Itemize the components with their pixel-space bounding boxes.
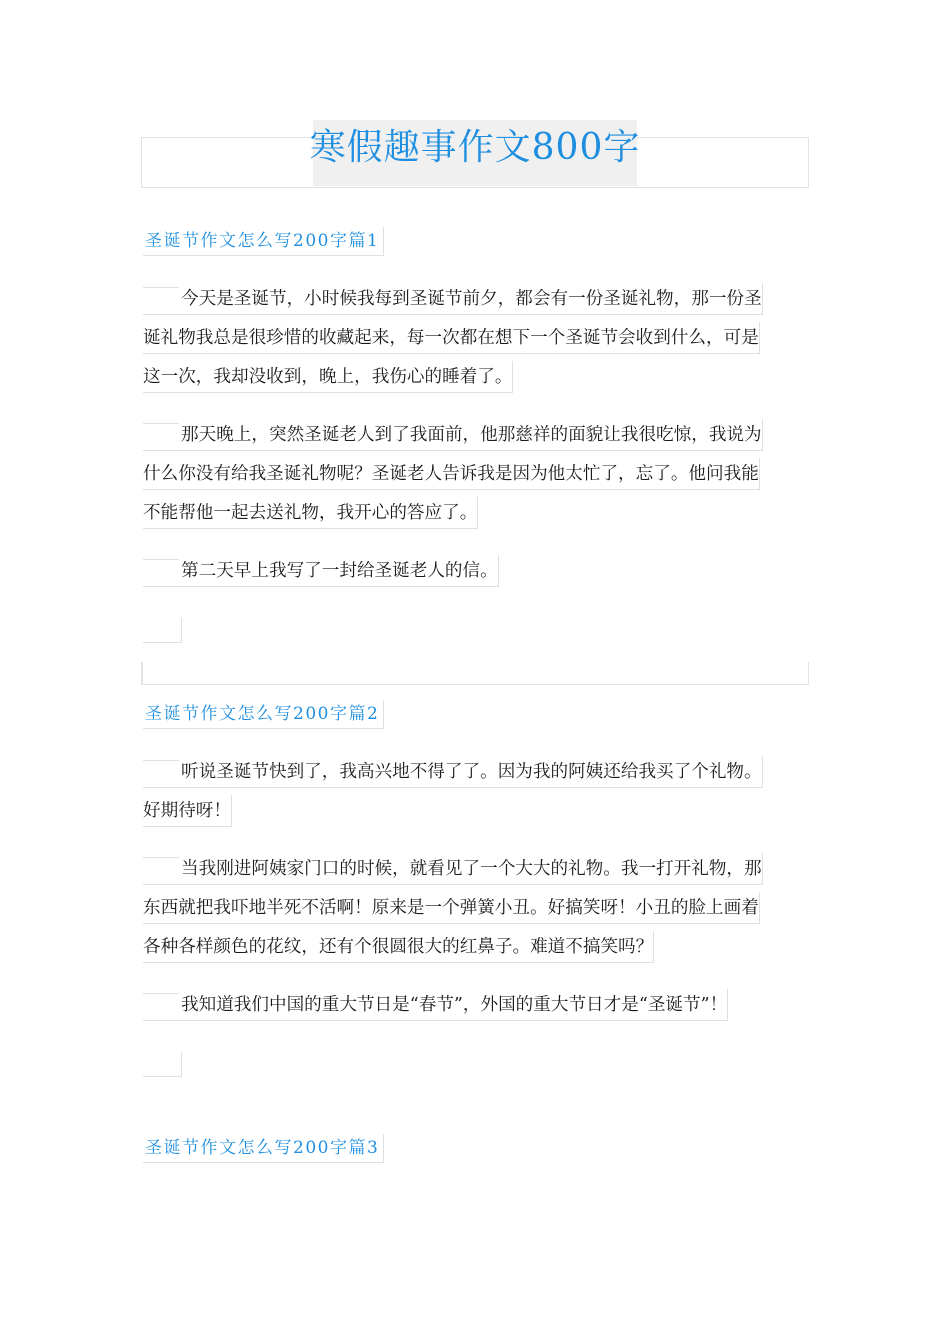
paragraph-line: 什么你没有给我圣诞礼物呢？圣诞老人告诉我是因为他太忙了，忘了。他问我能 [143,458,760,490]
paragraph-line: 诞礼物我总是很珍惜的收藏起来，每一次都在想下一个圣诞节会收到什么，可是 [143,322,760,354]
section-heading-2: 圣诞节作文怎么写200字篇2 [143,700,384,729]
paragraph-line: 那天晚上，突然圣诞老人到了我面前，他那慈祥的面貌让我很吃惊，我说为 [143,419,763,451]
section-separator [141,662,809,685]
paragraph-line: 听说圣诞节快到了，我高兴地不得了了。因为我的阿姨还给我买了个礼物。 [143,756,763,788]
paragraph-line: 这一次，我却没收到，晚上，我伤心的睡着了。 [143,361,513,393]
paragraph-line: 不能帮他一起去送礼物，我开心的答应了。 [143,497,478,529]
paragraph-line: 各种各样颜色的花纹，还有个很圆很大的红鼻子。难道不搞笑吗？ [143,931,654,963]
paragraph-line: 好期待呀！ [143,795,232,827]
paragraph-line: 今天是圣诞节，小时候我每到圣诞节前夕，都会有一份圣诞礼物，那一份圣 [143,283,763,315]
paragraph-line: 第二天早上我写了一封给圣诞老人的信。 [143,555,499,587]
section-heading-1: 圣诞节作文怎么写200字篇1 [143,227,384,256]
document-title: 寒假趣事作文800字 [309,127,641,168]
paragraph-line: 当我刚进阿姨家门口的时候，就看见了一个大大的礼物。我一打开礼物，那 [143,853,763,885]
paragraph-line: 我知道我们中国的重大节日是“春节”，外国的重大节日才是“圣诞节”！ [143,989,728,1021]
empty-paragraph [143,618,182,643]
paragraph-line: 东西就把我吓地半死不活啊！原来是一个弹簧小丑。好搞笑呀！小丑的脸上画着 [143,892,760,924]
section-heading-3: 圣诞节作文怎么写200字篇3 [143,1134,384,1163]
empty-paragraph [143,1052,182,1077]
